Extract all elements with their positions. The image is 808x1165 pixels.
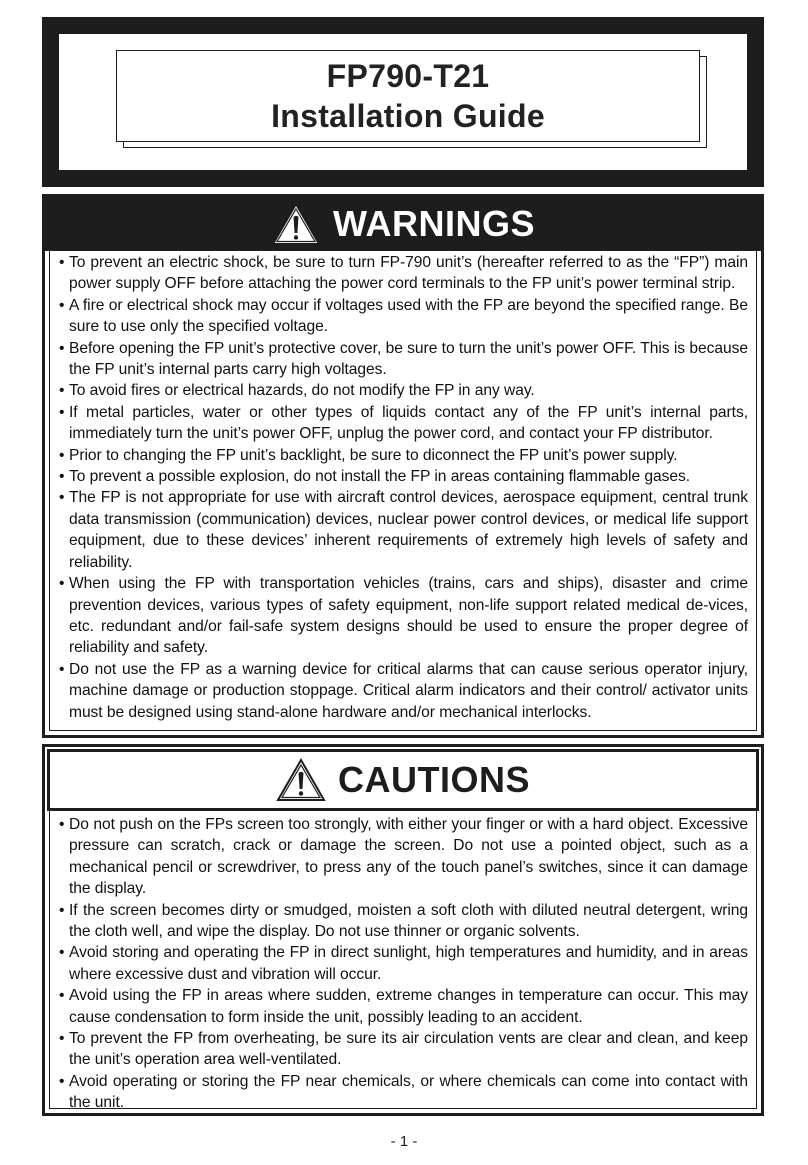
cautions-heading: CAUTIONS [338,759,530,800]
cautions-list [59,814,748,1114]
caution-item: • If the screen becomes dirty or smudged, moisten a soft cloth with diluted neutral detergent, wring the cloth well, and wipe the display. Do not use thinner or organic solvents. [59,900,748,943]
document-subtitle: Installation Guide [271,98,545,134]
title-box [116,50,700,142]
title-panel [59,34,747,170]
caution-item: • Avoid storing and operating the FP in direct sunlight, high temperatures and humidity, and in areas where excessive dust and vibration will occur. [59,942,748,985]
warning-triangle-icon [276,758,326,802]
warnings-header [45,197,761,251]
warning-triangle-icon [271,202,321,246]
cautions-body [49,809,757,1112]
warning-item: • To avoid fires or electrical hazards, do not modify the FP in any way. [59,380,748,401]
caution-item: • Do not push on the FPs screen too strongly, with either your finger or with a hard object. Excessive pressure can scratch, crack or damage the screen. Do not use a pointed object, such as a mechanical pencil or screwdriver, to press any of the touch panel’s switches, since it can damage the display. [59,814,748,900]
warning-item: • If metal particles, water or other types of liquids contact any of the FP unit’s internal parts, immediately turn the unit’s power OFF, unplug the power cord, and contact your FP distributor. [59,402,748,445]
warning-item: • To prevent an electric shock, be sure to turn FP-790 unit’s (hereafter referred to as the “FP”) main power supply OFF before attaching the power cord terminals to the FP unit’s power terminal strip. [59,252,748,295]
warnings-heading: WARNINGS [333,203,535,244]
caution-item: • To prevent the FP from overheating, be sure its air circulation vents are clear and clean, and keep the unit’s operation area well-ventilated. [59,1028,748,1071]
warning-item: • Before opening the FP unit’s protective cover, be sure to turn the unit’s power OFF. This is because the FP unit’s internal parts carry high voltages. [59,338,748,381]
warnings-body [49,247,757,731]
title-frame [42,17,764,187]
warnings-list [59,252,748,723]
warning-item: • When using the FP with transportation vehicles (trains, cars and ships), disaster and crime prevention devices, various types of safety equipment, non-life support related medical de-vices, etc. redundant and/or fail-safe system designs should be used to ensure the proper degree of reliability and safety. [59,573,748,659]
warnings-section [42,194,764,738]
warning-item: • A fire or electrical shock may occur if voltages used with the FP are beyond the specified range. Be sure to use only the specified voltage. [59,295,748,338]
warning-item: • To prevent a possible explosion, do not install the FP in areas containing flammable gases. [59,466,748,487]
cautions-section [42,744,764,1116]
warning-item: • Do not use the FP as a warning device for critical alarms that can cause serious operator injury, machine damage or production stoppage. Critical alarm indicators and their control/ activator units must be designed using stand-alone hardware and/or mechanical interlocks. [59,659,748,723]
page-number: - 1 - [390,1133,418,1150]
caution-item: • Avoid operating or storing the FP near chemicals, or where chemicals can come into contact with the unit. [59,1071,748,1114]
document-model-title: FP790-T21 [326,58,490,94]
cautions-header [47,749,759,811]
warning-item: • The FP is not appropriate for use with aircraft control devices, aerospace equipment, central trunk data transmission (communication) devices, nuclear power control devices, or medical life support equipment, due to these devices’ inherent requirements of extremely high levels of safety and reliability. [59,487,748,573]
warning-item: • Prior to changing the FP unit’s backlight, be sure to diconnect the FP unit’s power supply. [59,445,748,466]
caution-item: • Avoid using the FP in areas where sudden, extreme changes in temperature can occur. This may cause condensation to form inside the unit, possibly leading to an accident. [59,985,748,1028]
